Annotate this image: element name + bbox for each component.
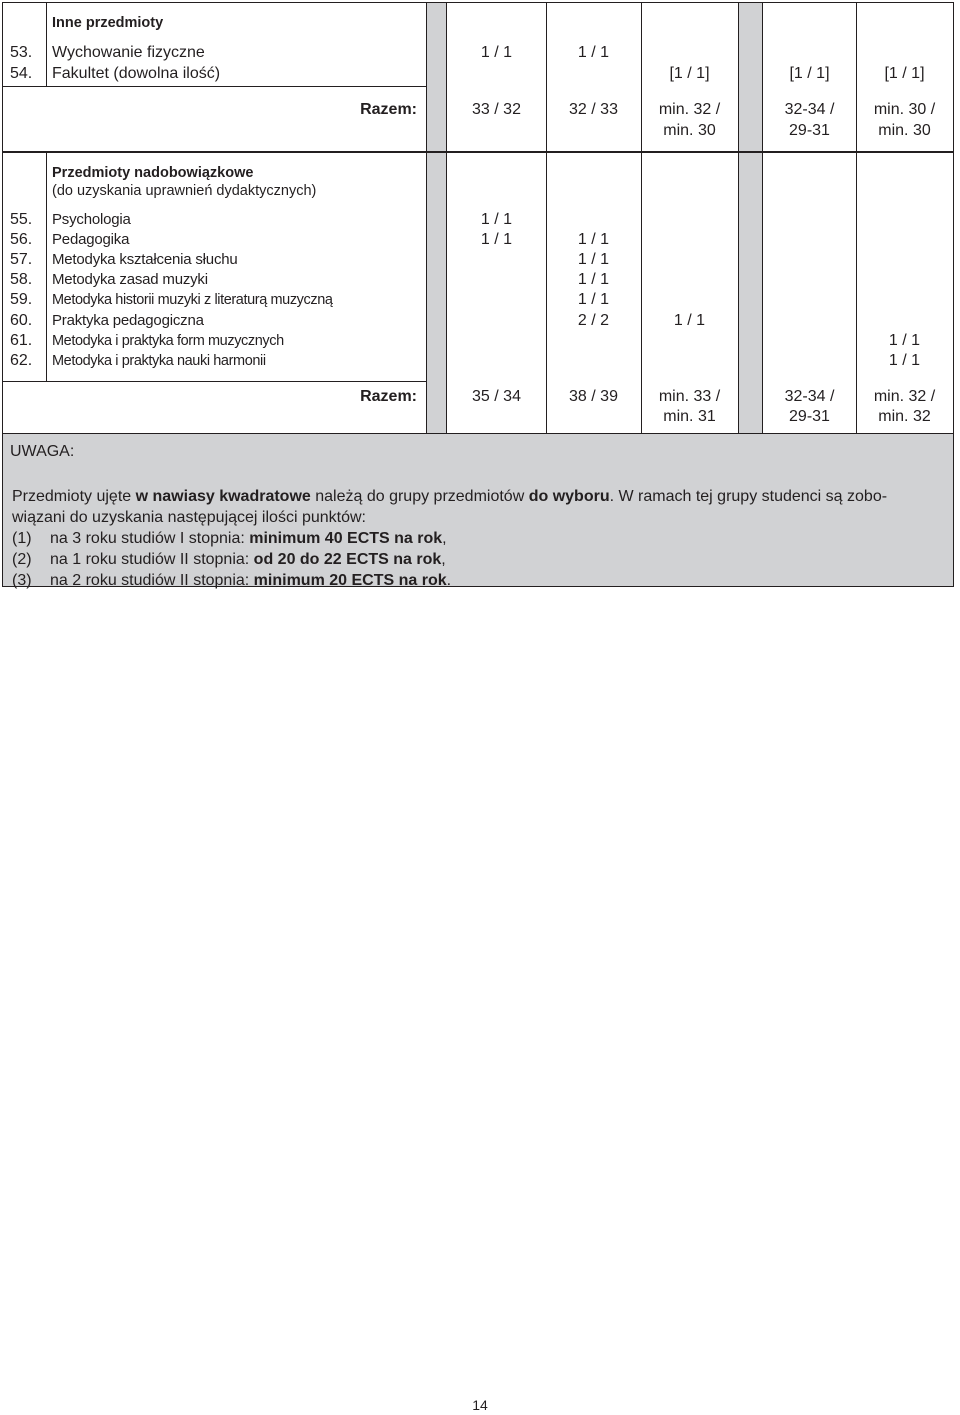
note-text-part: na 3 roku studiów I stopnia: — [50, 530, 250, 547]
note-emphasis: minimum 20 ECTS na rok — [253, 572, 447, 589]
note-text-part: na 1 roku studiów II stopnia: — [50, 551, 254, 568]
subject-name: Wychowanie fizyczne — [52, 44, 205, 61]
total-label: Razem: — [360, 388, 417, 405]
total-value: 29-31 — [789, 408, 830, 425]
note-emphasis: minimum 40 ECTS na rok — [249, 530, 443, 547]
cell-value: 1 / 1 — [480, 231, 513, 248]
total-value: 33 / 32 — [472, 101, 521, 118]
subject-name: Praktyka pedagogiczna — [52, 312, 204, 329]
total-value: 32-34 / — [784, 101, 835, 118]
note-text — [12, 486, 947, 591]
note-label: UWAGA: — [10, 443, 75, 460]
shaded-column — [426, 153, 447, 433]
section-title: Inne przedmioty — [52, 15, 164, 31]
total-value: min. 32 — [878, 408, 931, 425]
list-number: (2) — [12, 551, 32, 568]
total-value: 35 / 34 — [472, 388, 521, 405]
total-label: Razem: — [360, 101, 417, 118]
list-number: (1) — [12, 530, 32, 547]
row-number: 56. — [10, 231, 33, 248]
subject-name: Metodyka i praktyka nauki harmonii — [52, 353, 266, 369]
list-number: (3) — [12, 572, 32, 589]
shaded-column — [426, 3, 447, 151]
row-number: 62. — [10, 352, 33, 369]
subject-name: Metodyka historii muzyki z literaturą muzyczną — [52, 292, 333, 308]
note-emphasis: do wyboru — [528, 488, 610, 505]
note-emphasis: w nawiasy kwadratowe — [135, 488, 311, 505]
note-text-part: na 2 roku studiów II stopnia: — [50, 572, 254, 589]
total-value: min. 30 — [878, 122, 931, 139]
subject-name: Psychologia — [52, 211, 131, 228]
note-line: wiązani do uzyskania następującej ilości punktów: — [12, 509, 366, 526]
note-text-part: . W ramach tej grupy studenci są zobo- — [609, 488, 888, 505]
note-text-part: Przedmioty ujęte — [12, 488, 136, 505]
note-list-item — [12, 570, 947, 591]
cell-value: 1 / 1 — [888, 352, 921, 369]
total-value: 38 / 39 — [569, 388, 618, 405]
section-subtitle: (do uzyskania uprawnień dydaktycznych) — [52, 183, 317, 199]
subject-name: Pedagogika — [52, 231, 130, 248]
cell-value: [1 / 1] — [884, 65, 925, 82]
cell-value: 1 / 1 — [888, 332, 921, 349]
note-list-item — [12, 549, 947, 570]
total-value: min. 30 / — [873, 101, 936, 118]
cell-value: [1 / 1] — [789, 65, 830, 82]
row-number: 54. — [10, 65, 33, 82]
row-number: 55. — [10, 211, 33, 228]
cell-value: 1 / 1 — [480, 211, 513, 228]
row-number: 60. — [10, 312, 33, 329]
subject-name: Metodyka zasad muzyki — [52, 271, 208, 288]
page-number: 14 — [472, 1397, 488, 1413]
note-line — [12, 486, 947, 507]
note-text-part: należą do grupy przedmiotów — [310, 488, 529, 505]
total-value: 32 / 33 — [569, 101, 618, 118]
section-title: Przedmioty nadobowiązkowe — [52, 165, 254, 181]
note-list-item — [12, 528, 947, 549]
shaded-column — [738, 153, 763, 433]
cell-value: 1 / 1 — [577, 231, 610, 248]
total-value: min. 33 / — [658, 388, 721, 405]
cell-value: 1 / 1 — [577, 251, 610, 268]
row-number: 58. — [10, 271, 33, 288]
total-value: min. 31 — [663, 408, 716, 425]
cell-value: 2 / 2 — [577, 312, 610, 329]
total-value: min. 32 / — [658, 101, 721, 118]
note-text-part: . — [446, 572, 452, 589]
row-number: 61. — [10, 332, 33, 349]
shaded-column — [738, 3, 763, 151]
total-value: min. 30 — [663, 122, 716, 139]
note-emphasis: od 20 do 22 ECTS na rok — [253, 551, 442, 568]
cell-value: 1 / 1 — [577, 44, 610, 61]
subject-name: Metodyka kształcenia słuchu — [52, 251, 238, 268]
note-text-part: , — [441, 551, 446, 568]
total-value: min. 32 / — [873, 388, 936, 405]
row-number: 57. — [10, 251, 33, 268]
subject-name: Metodyka i praktyka form muzycznych — [52, 333, 284, 349]
row-number: 53. — [10, 44, 33, 61]
cell-value: 1 / 1 — [480, 44, 513, 61]
subject-name: Fakultet (dowolna ilość) — [52, 65, 221, 82]
total-value: 29-31 — [789, 122, 830, 139]
note-text-part: , — [442, 530, 447, 547]
total-value: 32-34 / — [784, 388, 835, 405]
cell-value: 1 / 1 — [673, 312, 706, 329]
cell-value: 1 / 1 — [577, 291, 610, 308]
cell-value: [1 / 1] — [669, 65, 710, 82]
cell-value: 1 / 1 — [577, 271, 610, 288]
row-number: 59. — [10, 291, 33, 308]
